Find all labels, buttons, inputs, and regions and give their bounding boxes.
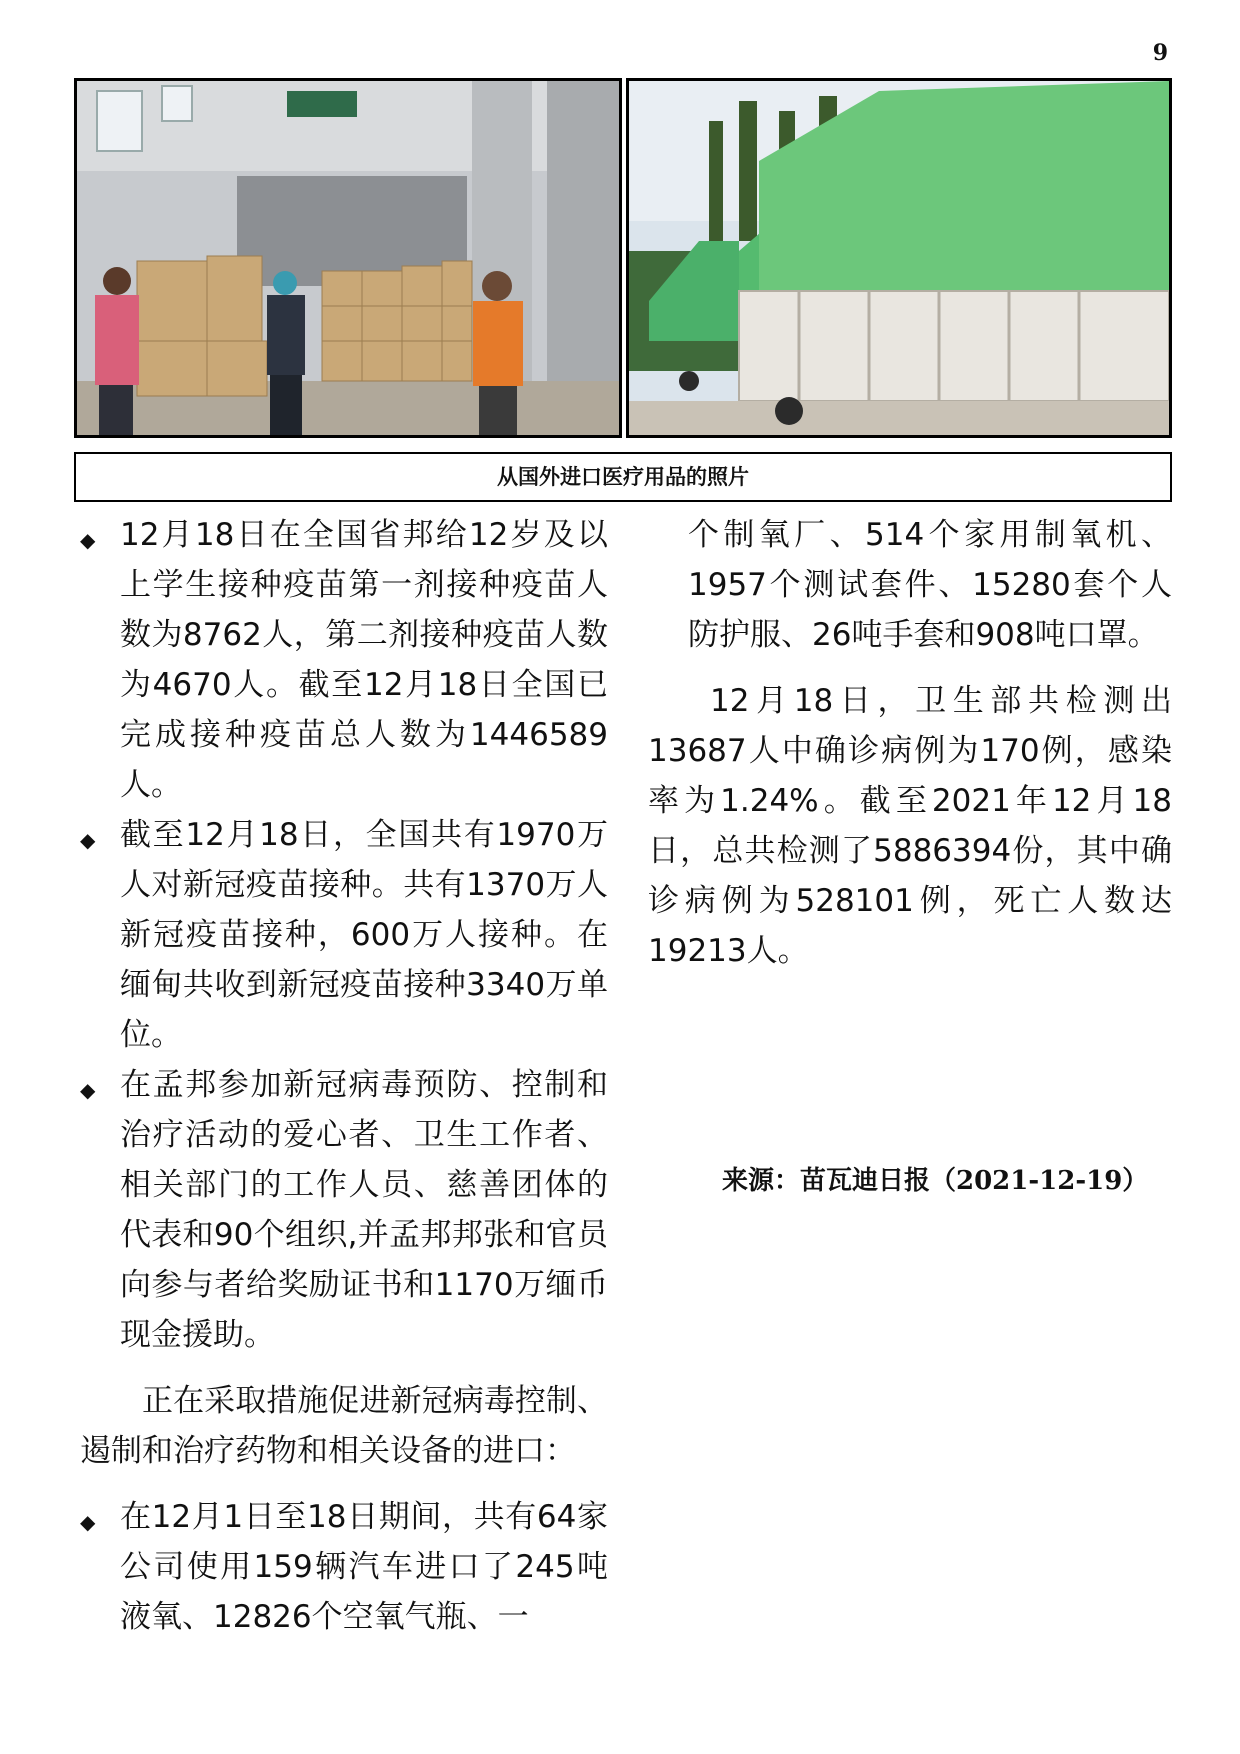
right-column [648,510,1172,976]
bullet-text: 截至12月18日，全国共有1970万人对新冠疫苗接种。共有1370万人新冠疫苗接种，600万人接种。在缅甸共收到新冠疫苗接种3340万单位。 [120,817,608,1053]
warehouse-photo [74,78,622,438]
bullet-diamond-icon: ◆ [80,1510,96,1534]
list-item [80,810,608,1060]
body-paragraph: 12月18日，卫生部共检测出13687人中确诊病例为170例，感染率为1.24%。截至2021年12月18日，总共检测了5886394份，其中确诊病例为528101例，死亡人数达19213人。 [648,683,1172,969]
source-citation: 来源：苗瓦迪日报（2021-12-19） [722,1166,1149,1196]
list-item-continuation: 个制氧厂、514个家用制氧机、1957个测试套件、15280套个人防护服、26吨手套和908吨口罩。 [688,517,1172,653]
bullet-text: 在12月1日至18日期间，共有64家公司使用159辆汽车进口了245吨液氧、12826个空氧气瓶、一 [120,1499,608,1635]
trucks-photo [626,78,1172,438]
list-item [80,1492,608,1642]
bullet-text: 12月18日在全国省邦给12岁及以上学生接种疫苗第一剂接种疫苗人数为8762人，第二剂接种疫苗人数为4670人。截至12月18日全国已完成接种疫苗总人数为1446589人。 [120,517,608,803]
list-item [80,1060,608,1360]
bullet-text: 在孟邦参加新冠病毒预防、控制和治疗活动的爱心者、卫生工作者、相关部门的工作人员、慈善团体的代表和90个组织,并孟邦邦张和官员向参与者给奖励证书和1170万缅币现金援助。 [120,1067,608,1353]
body-paragraph: 正在采取措施促进新冠病毒控制、遏制和治疗药物和相关设备的进口： [80,1383,608,1469]
bullet-diamond-icon: ◆ [80,528,96,552]
list-item [80,510,608,810]
bullet-diamond-icon: ◆ [80,1078,96,1102]
photo-caption: 从国外进口医疗用品的照片 [74,452,1172,502]
left-column [80,510,608,1642]
page-number: 9 [1152,40,1168,66]
bullet-diamond-icon: ◆ [80,828,96,852]
